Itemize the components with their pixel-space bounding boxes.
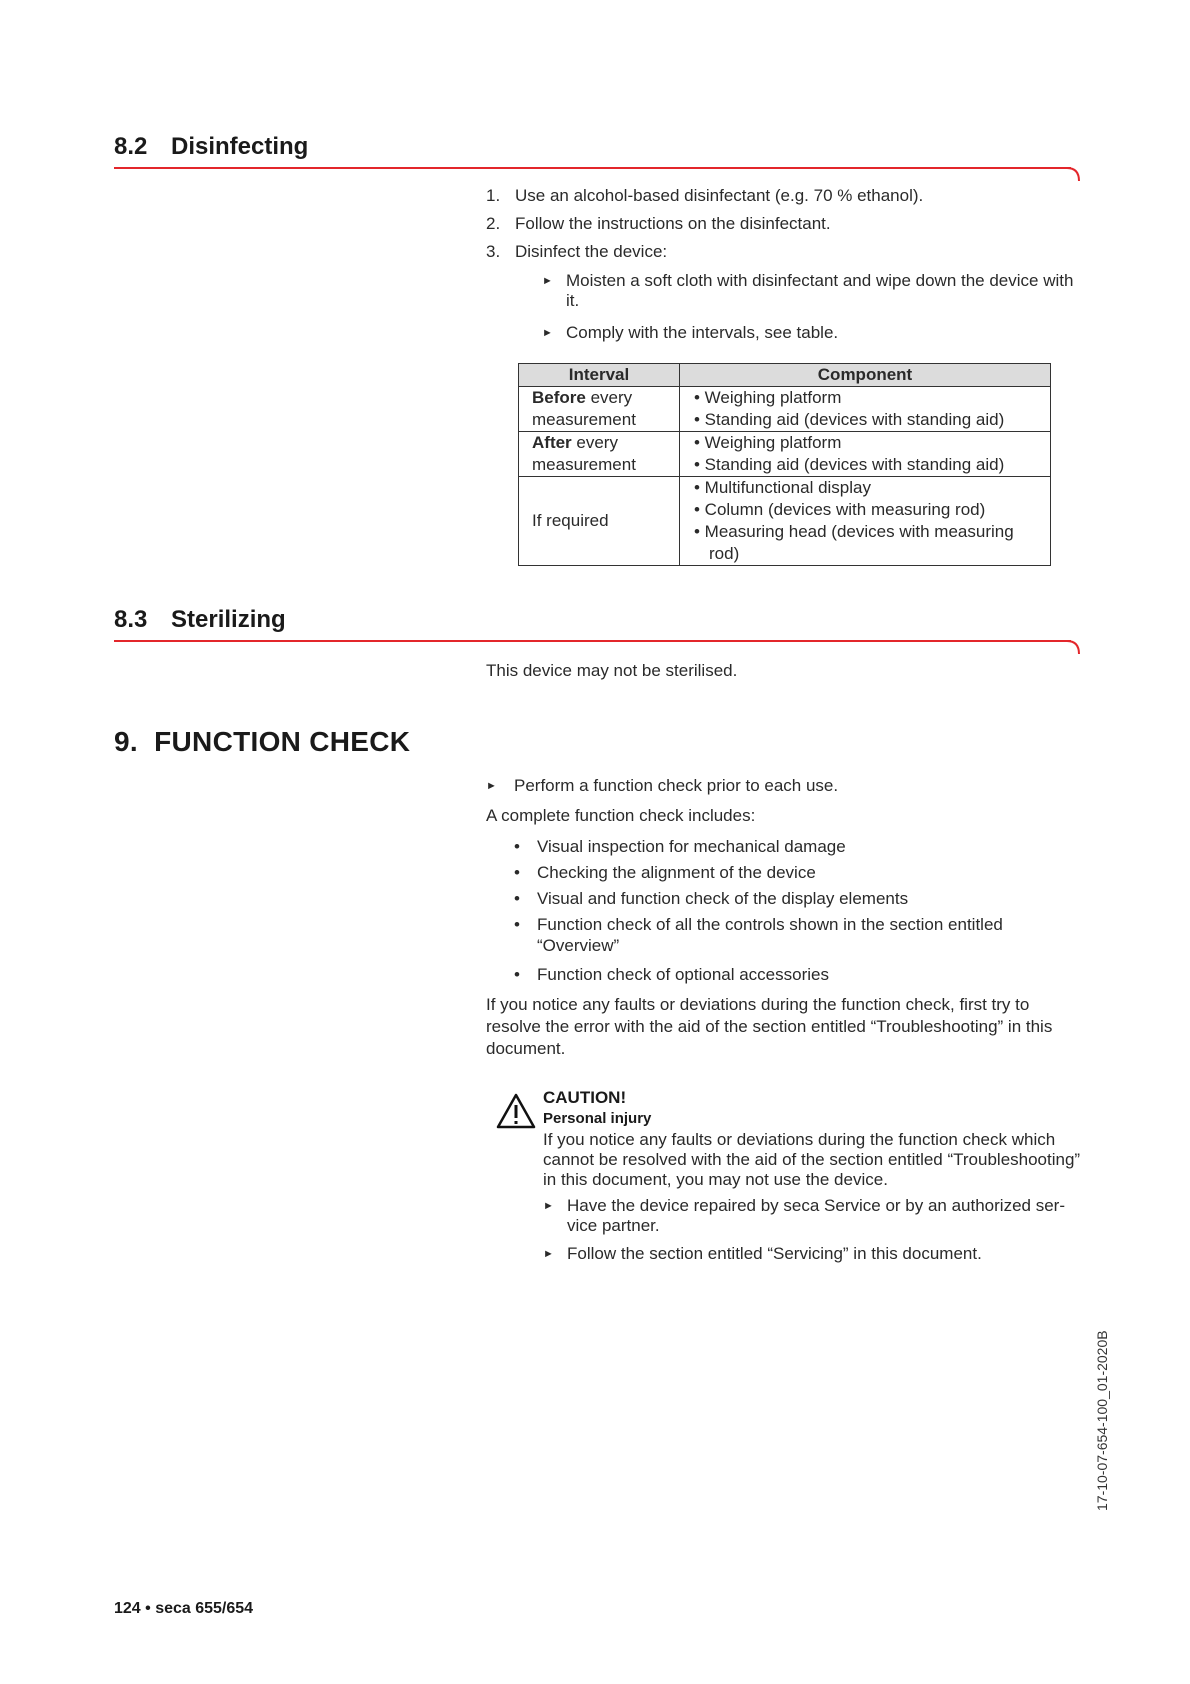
chapter-heading-9 <box>114 726 410 758</box>
section-rule <box>114 167 1071 169</box>
component-cell: • Weighing platform • Standing aid (devices with standing aid) <box>680 387 1051 432</box>
arrow-bullet-icon: ► <box>542 275 553 287</box>
section-title: Sterilizing <box>171 606 286 633</box>
section-heading-8-3 <box>114 606 286 634</box>
faults-paragraph: If you notice any faults or deviations during the function check, first try to resolve the error with the aid of the section entitled “Troubleshooting” in this document. <box>486 995 1053 1058</box>
interval-table <box>518 363 1051 566</box>
interval-cell: If required <box>519 477 680 566</box>
header-interval: Interval <box>519 364 680 387</box>
function-check-intro: A complete function check includes: <box>486 806 756 825</box>
page-footer: 124 • seca 655/654 <box>114 1600 254 1617</box>
caution-title: CAUTION! <box>543 1088 627 1107</box>
interval-cell: Before every measurement <box>519 387 680 432</box>
section-rule-curve <box>1066 167 1086 187</box>
section-number: 8.2 <box>114 133 148 160</box>
arrow-bullet-icon: ► <box>543 1200 554 1212</box>
list-item: • Checking the alignment of the device <box>514 863 816 882</box>
section-heading-8-2 <box>114 133 308 161</box>
list-item: • Function check of optional accessories <box>514 965 829 984</box>
list-item: • Function check of all the controls shown in the section entitled “Overview” <box>514 915 1003 955</box>
section-rule-curve <box>1066 640 1086 660</box>
table-row <box>519 387 1051 432</box>
table-row <box>519 432 1051 477</box>
caution-subtitle: Personal injury <box>543 1110 652 1127</box>
component-cell: • Multifunctional display • Column (devices with measuring rod) • Measuring head (devices with measuring rod) <box>680 477 1051 566</box>
sterilizing-note: This device may not be sterilised. <box>486 661 738 680</box>
function-check-instruction: ► Perform a function check prior to each use. <box>486 776 839 795</box>
section-rule <box>114 640 1071 642</box>
section-number: 8.3 <box>114 606 148 633</box>
table-row <box>519 477 1051 566</box>
substep-moisten: ► Moisten a soft cloth with disinfectant and wipe down the device with it. <box>542 271 1074 310</box>
arrow-bullet-icon: ► <box>542 327 553 339</box>
step-3: 3. Disinfect the device: <box>486 242 668 261</box>
component-cell: • Weighing platform • Standing aid (devices with standing aid) <box>680 432 1051 477</box>
arrow-bullet-icon: ► <box>543 1248 554 1260</box>
header-component: Component <box>680 364 1051 387</box>
caution-action-servicing: ► Follow the section entitled “Servicing” in this document. <box>543 1244 982 1263</box>
chapter-title: FUNCTION CHECK <box>154 726 411 757</box>
arrow-bullet-icon: ► <box>486 780 497 792</box>
list-item: • Visual and function check of the display elements <box>514 889 909 908</box>
caution-text: If you notice any faults or deviations during the function check which cannot be resolved with the aid of the section entitled “Troubleshooting” in this document, you may not use the device. <box>543 1130 1081 1189</box>
list-item: • Visual inspection for mechanical damage <box>514 837 846 856</box>
document-code: 17-10-07-654-100_01-2020B <box>1094 1330 1110 1511</box>
substep-intervals: ► Comply with the intervals, see table. <box>542 323 839 342</box>
section-title: Disinfecting <box>171 133 309 160</box>
step-2: 2. Follow the instructions on the disinfectant. <box>486 214 831 233</box>
chapter-number: 9. <box>114 726 138 757</box>
caution-action-repair: ► Have the device repaired by seca Service or by an authorized ser-vice partner. <box>543 1196 1065 1235</box>
step-1: 1. Use an alcohol-based disinfectant (e.g. 70 % ethanol). <box>486 186 924 205</box>
table-header-row <box>519 364 1051 387</box>
interval-cell: After every measurement <box>519 432 680 477</box>
warning-triangle-icon <box>496 1093 536 1129</box>
